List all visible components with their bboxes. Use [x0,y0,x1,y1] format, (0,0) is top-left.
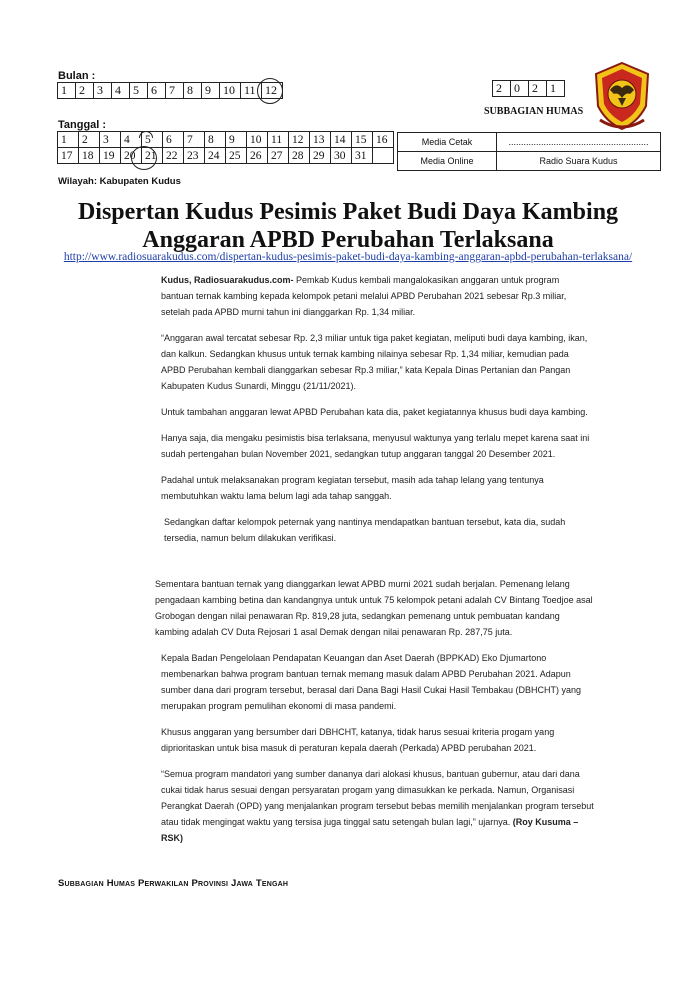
media-cetak-label: Media Cetak [398,133,497,152]
circle-top-arc [139,131,153,138]
month-cell: 12 [262,83,283,99]
wilayah: Wilayah: Kabupaten Kudus [58,176,181,187]
subbagian-label: SUBBAGIAN HUMAS [484,106,584,117]
month-cell: 8 [184,83,202,99]
date-cell: 18 [79,148,100,164]
paragraph-10: “Semua program mandatori yang sumber dananya dari alokasi khusus, bantuan gubernur, atau dari dana cukai tidak harus sesuai dengan persyaratan progam yang dimasukkan ke perkada. Namun, Organisasi Perangkat Daerah (OPD) yang menjalankan program tersebut bebas memilih menjalankan program tersebut atau tidak mengingat waktu yang tersisa juga tinggal satu setengah bulan lagi,” ujarnya. (Roy Kusuma – RSK) [161,769,594,843]
date-cell: 10 [247,132,268,148]
month-cell: 10 [220,83,241,99]
dateline: Kudus, Radiosuarakudus.com- [161,275,294,285]
date-cell: 9 [226,132,247,148]
paragraph-2: “Anggaran awal tercatat sebesar Rp. 2,3 miliar untuk tiga paket kegiatan, meliputi budi daya kambing, ikan, dan kalkun. Sedangkan khusus untuk ternak kambing nilainya sebesar Rp. 1,34 miliar, kemudian pada APBD Perubahan kembali dianggarkan sebesar Rp.3 miliar,” kata Kepala Dinas Pertanian dan Pangan Kabupaten Kudus Sunardi, Minggu (21/11/2021). [161,333,588,391]
date-cell [373,148,394,164]
year-digit-cell: 2 [493,81,511,97]
date-cell: 26 [247,148,268,164]
source-link[interactable]: http://www.radiosuarakudus.com/dispertan-kudus-pesimis-paket-budi-daya-kambing-anggaran-apbd-perubahan-terlaksana/ [63,251,633,263]
selected-date-circle [131,146,157,170]
headline-line-1: Dispertan Kudus Pesimis Paket Budi Daya Kambing [77,199,619,225]
headline-line-2: Anggaran APBD Perubahan Terlaksana [142,227,554,253]
month-cell: 3 [94,83,112,99]
bulan-grid [57,82,283,99]
date-cell: 4 [121,132,142,148]
date-cell: 5 [142,132,163,148]
bulan-label: Bulan : [58,70,96,82]
year-digit-cell: 2 [529,81,547,97]
date-cell: 20 [121,148,142,164]
article-body-bottom [155,576,595,856]
byline: (Roy Kusuma – RSK) [161,817,579,843]
date-cell: 28 [289,148,310,164]
date-cell: 24 [205,148,226,164]
date-cell: 3 [100,132,121,148]
year-grid [492,80,565,97]
date-cell: 19 [100,148,121,164]
paragraph-1: Kudus, Radiosuarakudus.com- Pemkab Kudus kembali mangalokasikan anggaran untuk program bantuan ternak kambing kepada kelompok petani melalui APBD Perubahan 2021 sebesar Rp.3 miliar, setelah pada APBD murni tahun ini dianggarkan Rp. 1,34 miliar. [161,275,567,317]
date-cell: 29 [310,148,331,164]
date-cell: 16 [373,132,394,148]
paragraph-4: Hanya saja, dia mengaku pesimistis bisa terlaksana, menyusul waktunya yang terlalu mepet karena saat ini sudah pertengahan bulan November 2021, sedangkan tutup anggaran tanggal 20 Desember 2021. [161,433,590,459]
year-digit-cell: 1 [547,81,565,97]
paragraph-5: Padahal untuk melaksanakan program kegiatan tersebut, masih ada tahap lelang yang tentunya membutuhkan waktu lama belum lagi ada tahap sanggah. [161,475,544,501]
month-cell: 7 [166,83,184,99]
footer: Subbagian Humas Perwakilan Provinsi Jawa Tengah [58,878,289,889]
date-cell: 21 [142,148,163,164]
paragraph-9: Khusus anggaran yang bersumber dari DBHCHT, katanya, tidak harus sesuai kriteria progam yang diprioritaskan untuk bisa masuk di peraturan kepala daerah (Perkada) APBD perubahan 2021. [161,727,555,753]
tanggal-grid [57,131,394,164]
media-online-value: Radio Suara Kudus [497,152,661,171]
date-cell: 23 [184,148,205,164]
date-cell: 13 [310,132,331,148]
selected-month-circle [257,78,283,104]
month-cell: 2 [76,83,94,99]
media-online-label: Media Online [398,152,497,171]
month-cell: 9 [202,83,220,99]
article-body-top [161,272,593,546]
media-table [397,132,661,171]
month-cell: 1 [58,83,76,99]
provincial-emblem [588,60,656,132]
date-cell: 22 [163,148,184,164]
date-cell: 14 [331,132,352,148]
month-cell: 4 [112,83,130,99]
date-cell: 15 [352,132,373,148]
date-cell: 12 [289,132,310,148]
year-digit-cell: 0 [511,81,529,97]
date-cell: 27 [268,148,289,164]
date-cell: 8 [205,132,226,148]
date-cell: 7 [184,132,205,148]
paragraph-7: Sementara bantuan ternak yang dianggarkan lewat APBD murni 2021 sudah berjalan. Pemenang lelang pengadaan kambing betina dan kandangnya untuk untuk 75 kelompok petani adalah CV Bintang Toedjoe asal Grobogan dengan nilai penawaran Rp. 819,28 juta, sedangkan pemenang untuk pembuatan kandang kambing adalah CV Duta Rejosari 1 asal Demak dengan nilai penawaran Rp. 287,75 juta. [155,579,593,637]
date-cell: 25 [226,148,247,164]
date-cell: 2 [79,132,100,148]
month-cell: 11 [241,83,262,99]
tanggal-label: Tanggal : [58,119,107,131]
date-cell: 30 [331,148,352,164]
paragraph-3: Untuk tambahan anggaran lewat APBD Perubahan kata dia, paket kegiatannya khusus budi daya kambing. [161,407,588,417]
date-cell: 1 [58,132,79,148]
media-cetak-value: ........................................................ [497,133,661,152]
date-cell: 17 [58,148,79,164]
date-cell: 6 [163,132,184,148]
paragraph-8: Kepala Badan Pengelolaan Pendapatan Keuangan dan Aset Daerah (BPPKAD) Eko Djumartono membenarkan bahwa program bantuan ternak memang masuk dalam APBD Perubahan 2021. Adapun sumber dana dari program tersebut, berasal dari Dana Bagi Hasil Cukai Hasil Tembakau (DBHCHT) yang merupakan program pemulihan ekonomi di masa pandemi. [161,653,582,711]
month-cell: 5 [130,83,148,99]
paragraph-6: Sedangkan daftar kelompok peternak yang nantinya mendapatkan bantuan tersebut, kata dia, sudah tersedia, namun belum dilakukan verifikasi. [164,517,566,543]
date-cell: 31 [352,148,373,164]
month-cell: 6 [148,83,166,99]
date-cell: 11 [268,132,289,148]
